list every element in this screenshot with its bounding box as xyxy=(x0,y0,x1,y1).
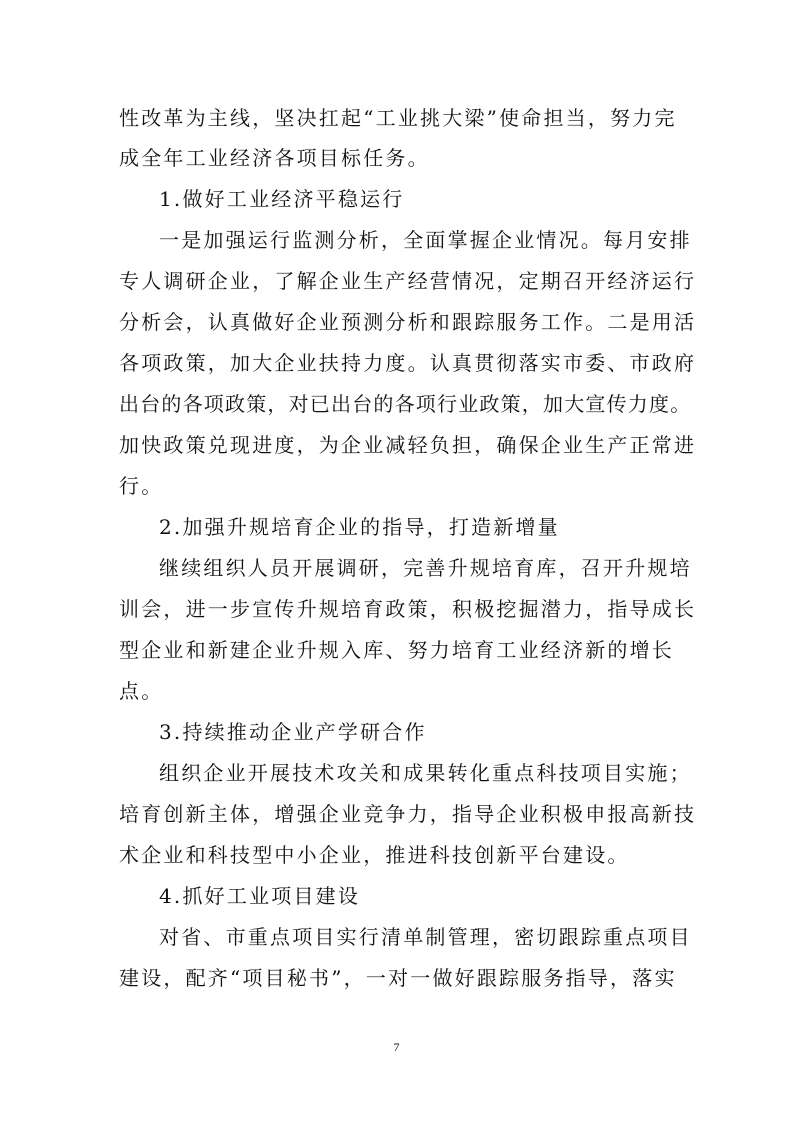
body-text-line: 各项政策，加大企业扶持力度。认真贯彻落实市委、市政府 xyxy=(119,351,697,375)
body-text-line: 加快政策兑现进度，为企业减轻负担，确保企业生产正常进 xyxy=(119,433,697,457)
section-heading: 1.做好工业经济平稳运行 xyxy=(159,187,405,211)
section-heading: 2.加强升规培育企业的指导，打造新增量 xyxy=(159,515,560,539)
body-text-line: 建设，配齐“项目秘书”，一对一做好跟踪服务指导，落实 xyxy=(119,966,677,990)
body-text-line: 出台的各项政策，对已出台的各项行业政策，加大宣传力度。 xyxy=(119,392,692,416)
body-text-line: 专人调研企业，了解企业生产经营情况，定期召开经济运行 xyxy=(119,269,697,293)
body-text-line: 继续组织人员开展调研，完善升规培育库，召开升规培 xyxy=(159,556,692,580)
body-text-line: 培育创新主体，增强企业竞争力，指导企业积极申报高新技 xyxy=(119,802,697,826)
body-text-line: 分析会，认真做好企业预测分析和跟踪服务工作。二是用活 xyxy=(119,310,697,334)
page-number: 7 xyxy=(393,1040,400,1054)
body-text-line: 训会，进一步宣传升规培育政策，积极挖掘潜力，指导成长 xyxy=(119,597,697,621)
body-text-line: 对省、市重点项目实行清单制管理，密切跟踪重点项目 xyxy=(159,925,692,949)
body-text-line: 性改革为主线，坚决扛起“工业挑大梁”使命担当，努力完 xyxy=(119,106,677,130)
section-heading: 4.抓好工业项目建设 xyxy=(159,884,361,908)
body-text-line: 点。 xyxy=(119,679,164,703)
section-heading: 3.持续推动企业产学研合作 xyxy=(159,720,427,744)
body-text-line: 成全年工业经济各项目标任务。 xyxy=(119,146,430,170)
body-text-line: 行。 xyxy=(119,474,164,498)
body-text-line: 术企业和科技型中小企业，推进科技创新平台建设。 xyxy=(119,843,630,867)
body-text-line: 一是加强运行监测分析，全面掌握企业情况。每月安排 xyxy=(159,228,692,252)
body-text-line: 组织企业开展技术攻关和成果转化重点科技项目实施； xyxy=(159,761,692,785)
body-text-line: 型企业和新建企业升规入库、努力培育工业经济新的增长 xyxy=(119,638,674,662)
